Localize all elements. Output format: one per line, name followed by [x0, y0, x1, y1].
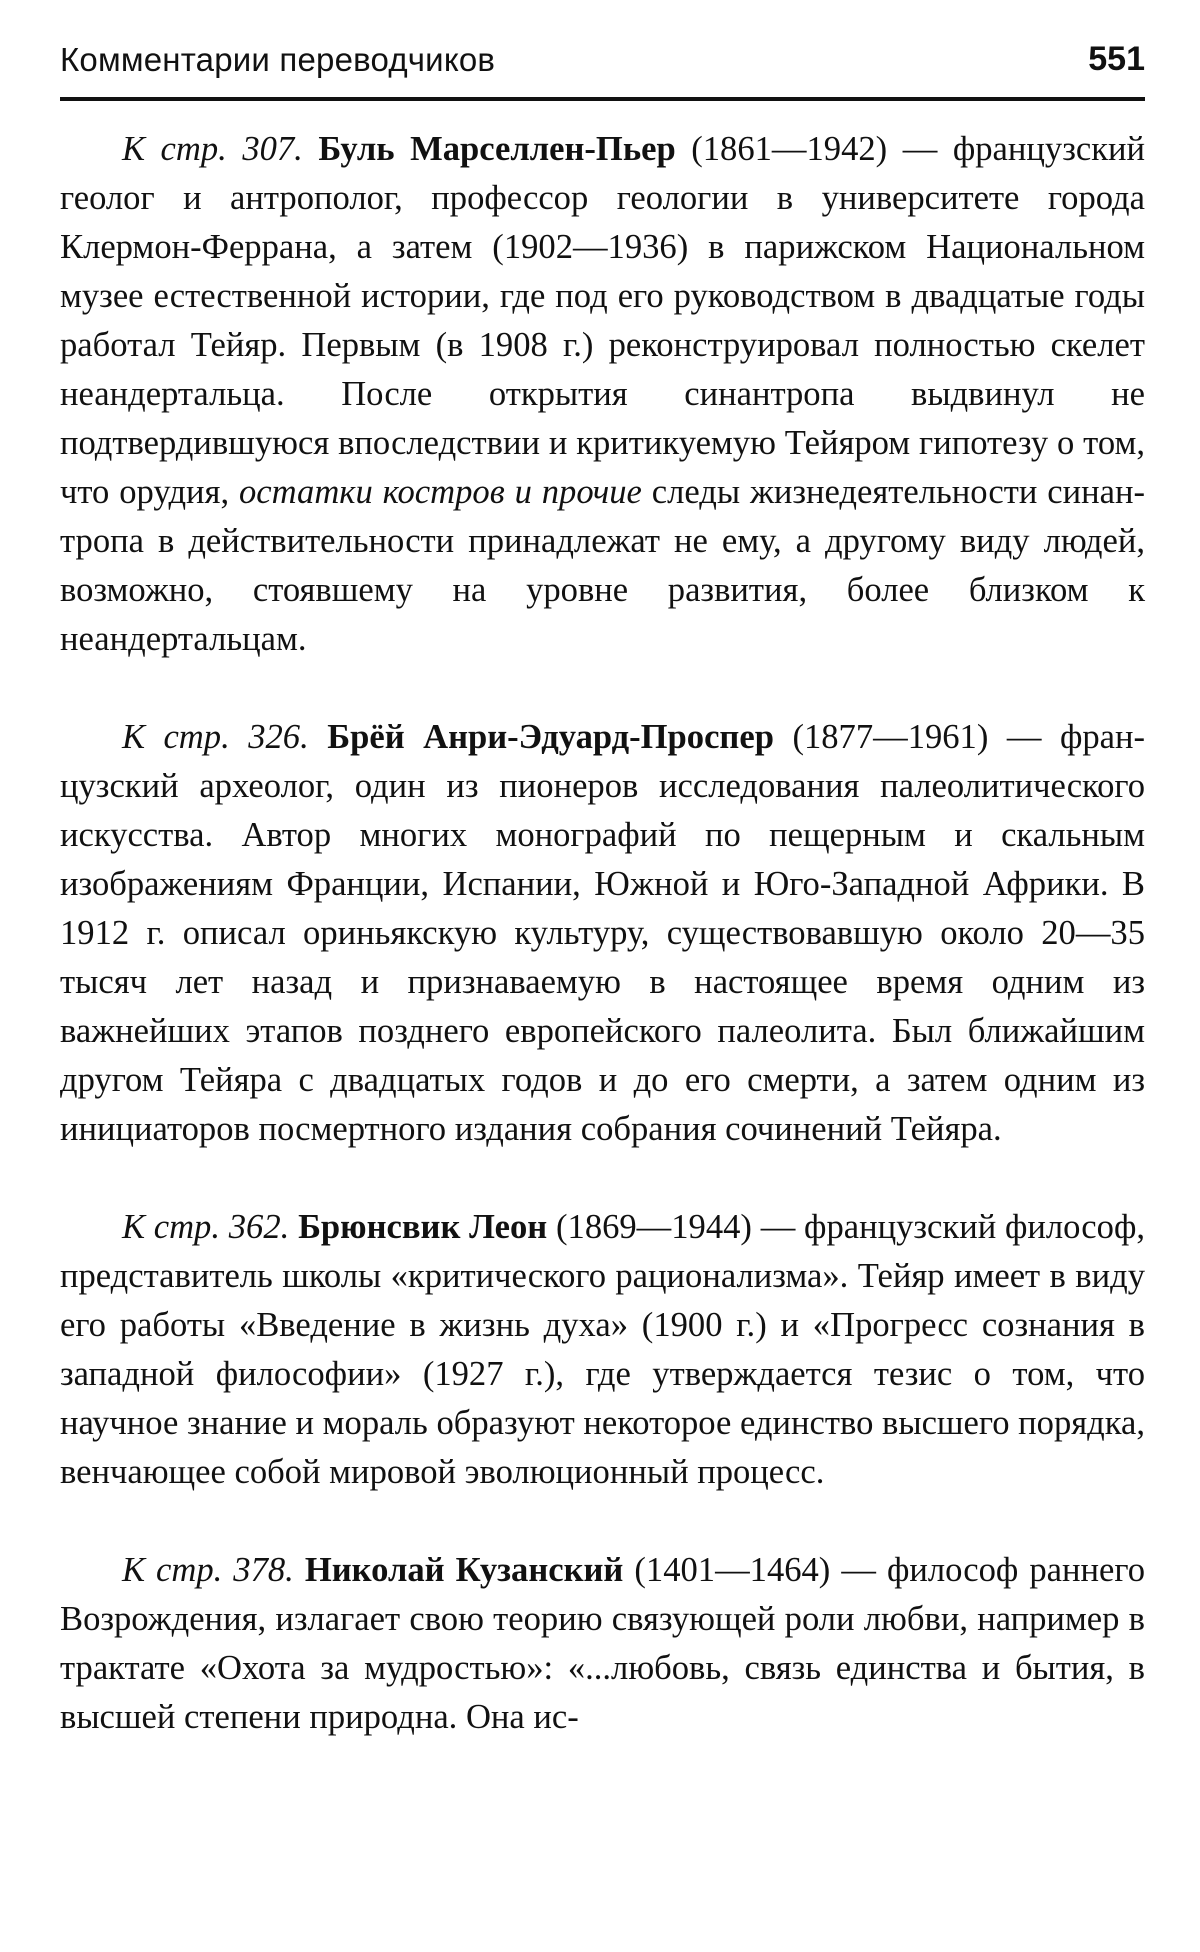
commentary-body	[60, 125, 1145, 1742]
entry-text: (1869—1944) — французский философ, представитель школы «критического рационализма». Тейяр имеет в виду его работы «Введение в жизнь духа» (1900 г.) и «Прогресс сознания в западной философии» (1927 г.), где утверждается тезис о том, что научное знание и мораль образуют некоторое единство высшего порядка, венчающее собой мировой эволюционный процесс.	[60, 1208, 1145, 1491]
entry-text: следы жизнедеятельности синантропа в действительности принадлежат не ему, а другому виду людей, возможно, стоявшему на уровне развития, более близком к неандертальцам.	[60, 473, 1145, 658]
person-name: Николай Кузанский	[304, 1551, 624, 1589]
entry-text: (1861—1942) — французский геолог и антрополог, профессор геологии в университете города Клермон-Феррана, а затем (1902—1936) в парижском Национальном музее естественной истории, где под его руководством в двадцатые годы работал Тейяр. Первым (в 1908 г.) реконструировал полностью скелет неандертальца. После открытия синантропа выдвинул не подтвердившуюся впоследствии и критикуемую Тейяром гипотезу о том, что орудия,	[60, 130, 1146, 511]
running-header	[60, 40, 1145, 101]
chapter-title: Комментарии переводчиков	[60, 41, 496, 78]
person-name: Буль Марселлен-Пьер	[318, 130, 676, 168]
commentary-entry-breuil	[60, 713, 1145, 1154]
page-reference: К стр. 307.	[122, 130, 303, 168]
page-number: 551	[1088, 40, 1145, 78]
book-page	[60, 40, 1145, 1742]
emphasized-text: остатки костров и прочие	[239, 473, 642, 511]
page-reference: К стр. 326.	[122, 718, 309, 756]
commentary-entry-cusanus	[60, 1546, 1145, 1742]
commentary-entry-boule	[60, 125, 1145, 664]
person-name: Брюнсвик Леон	[298, 1208, 548, 1246]
person-name: Брёй Анри-Эдуард-Проспер	[327, 718, 774, 756]
page-reference: К стр. 378.	[122, 1551, 294, 1589]
page-reference: К стр. 362.	[122, 1208, 290, 1246]
entry-text: (1877—1961) — французский археолог, один из пионеров исследования палеолитического искусства. Автор многих монографий по пещерным и скальным изображениям Франции, Испании, Южной и Юго-Западной Африки. В 1912 г. описал ориньякскую культуру, существовавшую около 20—35 тысяч лет назад и признаваемую в настоящее время одним из важнейших этапов позднего европейского палеолита. Был ближайшим другом Тейяра с двадцатых годов и до его смерти, а затем одним из инициаторов посмертного издания собрания сочинений Тейяра.	[60, 718, 1146, 1148]
commentary-entry-brunschvicg	[60, 1203, 1145, 1497]
entry-text: (1401—1464) — философ раннего Возрождения, излагает свою теорию связующей роли любви, например в трактате «Охота за мудростью»: «...любовь, связь единства и бытия, в высшей степени природна. Она ис-	[60, 1551, 1145, 1736]
